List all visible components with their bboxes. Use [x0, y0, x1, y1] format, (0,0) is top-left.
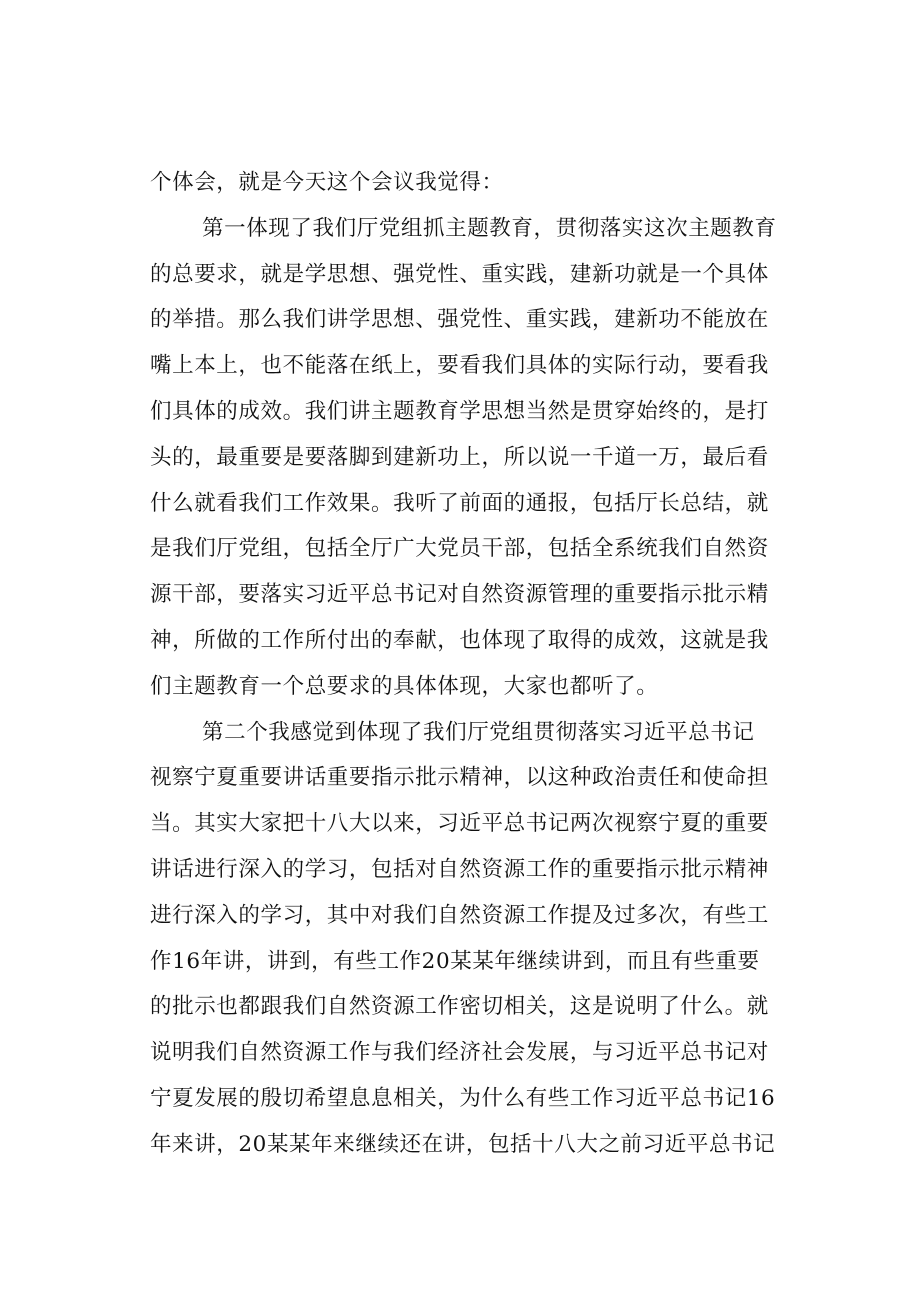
text-line: 视察宁夏重要讲话重要指示批示精神，以这种政治责任和使命担	[150, 765, 769, 791]
text-line: 当。其实大家把十八大以来，习近平总书记两次视察宁夏的重要	[150, 811, 769, 837]
text-line: 什么就看我们工作效果。我听了前面的通报，包括厅长总结，就	[150, 490, 769, 516]
text-line: 的总要求，就是学思想、强党性、重实践，建新功就是一个具体	[150, 261, 769, 287]
text-line: 的举措。那么我们讲学思想、强党性、重实践，建新功不能放在	[150, 307, 769, 333]
text-line: 源干部，要落实习近平总书记对自然资源管理的重要指示批示精	[150, 582, 769, 608]
document-body	[150, 160, 800, 1168]
text-line: 第二个我感觉到体现了我们厅党组贯彻落实习近平总书记	[202, 719, 755, 745]
text-line: 的批示也都跟我们自然资源工作密切相关，这是说明了什么。就	[150, 994, 769, 1020]
text-line: 们主题教育一个总要求的具体体现，大家也都听了。	[150, 673, 659, 699]
text-line: 宁夏发展的殷切希望息息相关，为什么有些工作习近平总书记16	[150, 1085, 776, 1111]
text-line: 头的，最重要是要落脚到建新功上，所以说一千道一万，最后看	[150, 444, 769, 470]
text-line: 作16年讲，讲到，有些工作20某某年继续讲到，而且有些重要	[150, 948, 760, 974]
text-line: 神，所做的工作所付出的奉献，也体现了取得的成效，这就是我	[150, 627, 769, 653]
text-line: 说明我们自然资源工作与我们经济社会发展，与习近平总书记对	[150, 1040, 769, 1066]
text-line: 讲话进行深入的学习，包括对自然资源工作的重要指示批示精神	[150, 856, 769, 882]
text-line: 个体会，就是今天这个会议我觉得：	[150, 170, 504, 195]
text-line: 第一体现了我们厅党组抓主题教育，贯彻落实这次主题教育	[202, 215, 777, 241]
text-line: 进行深入的学习，其中对我们自然资源工作提及过多次，有些工	[150, 902, 769, 928]
text-line: 们具体的成效。我们讲主题教育学思想当然是贯穿始终的，是打	[150, 398, 769, 424]
text-line: 嘴上本上，也不能落在纸上，要看我们具体的实际行动，要看我	[150, 353, 769, 379]
text-line: 是我们厅党组，包括全厅广大党员干部，包括全系统我们自然资	[150, 536, 769, 562]
text-line: 年来讲，20某某年来继续还在讲，包括十八大之前习近平总书记	[150, 1131, 776, 1157]
